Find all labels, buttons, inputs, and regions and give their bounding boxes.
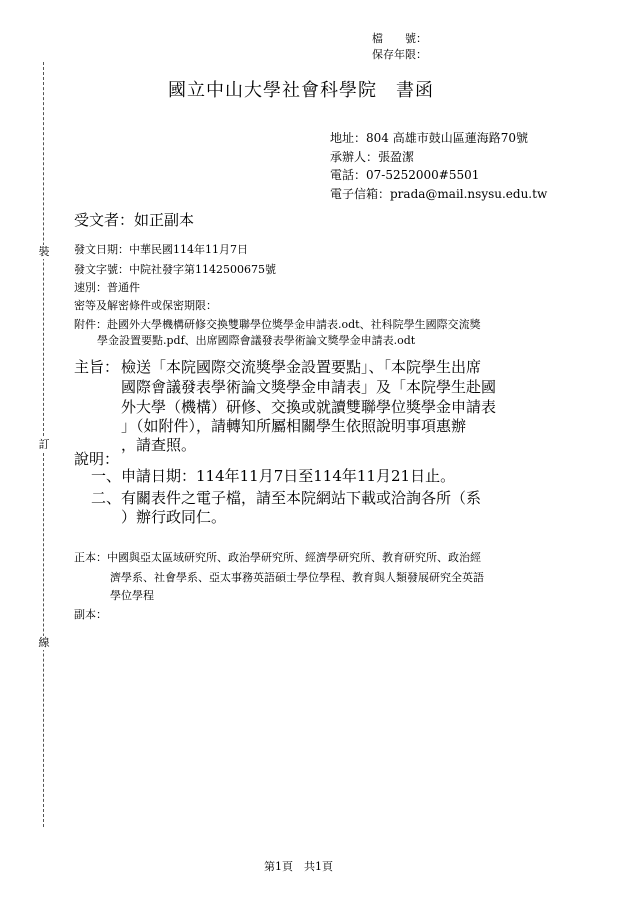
explanation-item-2-line-2: ）辦行政同仁。: [121, 508, 227, 526]
sender-address: 地址：804 高雄市鼓山區蓮海路70號: [330, 131, 528, 145]
file-number-label: 檔 號：: [372, 32, 427, 45]
issue-date: 發文日期：中華民國114年11月7日: [74, 243, 248, 256]
subject-line-1: 檢送「本院國際交流獎學金設置要點」、「本院學生出席: [121, 358, 482, 376]
secrecy-level: 密等及解密條件或保密期限：: [74, 299, 217, 312]
attachment-line-2: 學金設置要點.pdf、出席國際會議發表學術論文獎學金申請表.odt: [97, 334, 416, 347]
binding-mark-fold: 訂: [38, 438, 50, 451]
explanation-label: 說明：: [74, 450, 120, 468]
attachment-line-1: 附件：赴國外大學機構研修交換雙聯學位獎學金申請表.odt、社科院學生國際交流獎: [74, 318, 481, 331]
main-recipients-line-3: 學位學程: [110, 589, 154, 602]
contact-email: 電子信箱：prada@mail.nsysu.edu.tw: [330, 187, 548, 201]
explanation-item-2-line-1: 二、有關表件之電子檔，請至本院網站下載或洽詢各所（系: [91, 489, 482, 507]
delivery-speed: 速別：普通件: [74, 281, 140, 294]
main-recipients-line-1: 正本：中國與亞太區域研究所、政治學研究所、經濟學研究所、教育研究所、政治經: [74, 551, 481, 564]
contact-phone: 電話：07-5252000#5501: [330, 168, 480, 182]
retention-period-label: 保存年限：: [372, 48, 427, 61]
subject-line-4: 」（如附件），請轉知所屬相關學生依照說明事項惠辦: [121, 417, 467, 435]
subject-line-5: ，請查照。: [121, 436, 197, 454]
subject-line-2: 國際會議發表學術論文獎學金申請表」及「本院學生赴國: [121, 378, 497, 396]
document-number: 發文字號：中院社發字第1142500675號: [74, 263, 276, 276]
recipient: 受文者：如正副本: [74, 211, 195, 229]
binding-mark-line: 線: [38, 636, 50, 649]
copy-recipients: 副本：: [74, 608, 107, 621]
main-recipients-line-2: 濟學系、社會學系、亞太事務英語碩士學位學程、教育與人類發展研究全英語: [110, 571, 484, 584]
binding-mark-bind: 裝: [38, 245, 50, 258]
explanation-item-1: 一、申請日期：114年11月7日至114年11月21日止。: [91, 467, 456, 485]
page-number: 第1頁 共1頁: [264, 860, 333, 873]
contact-person: 承辦人：張盈潔: [330, 150, 415, 164]
document-title: 國立中山大學社會科學院 書函: [168, 80, 434, 101]
subject-label: 主旨：: [74, 358, 120, 376]
subject-line-3: 外大學（機構）研修、交換或就讀雙聯學位獎學金申請表: [121, 398, 497, 416]
